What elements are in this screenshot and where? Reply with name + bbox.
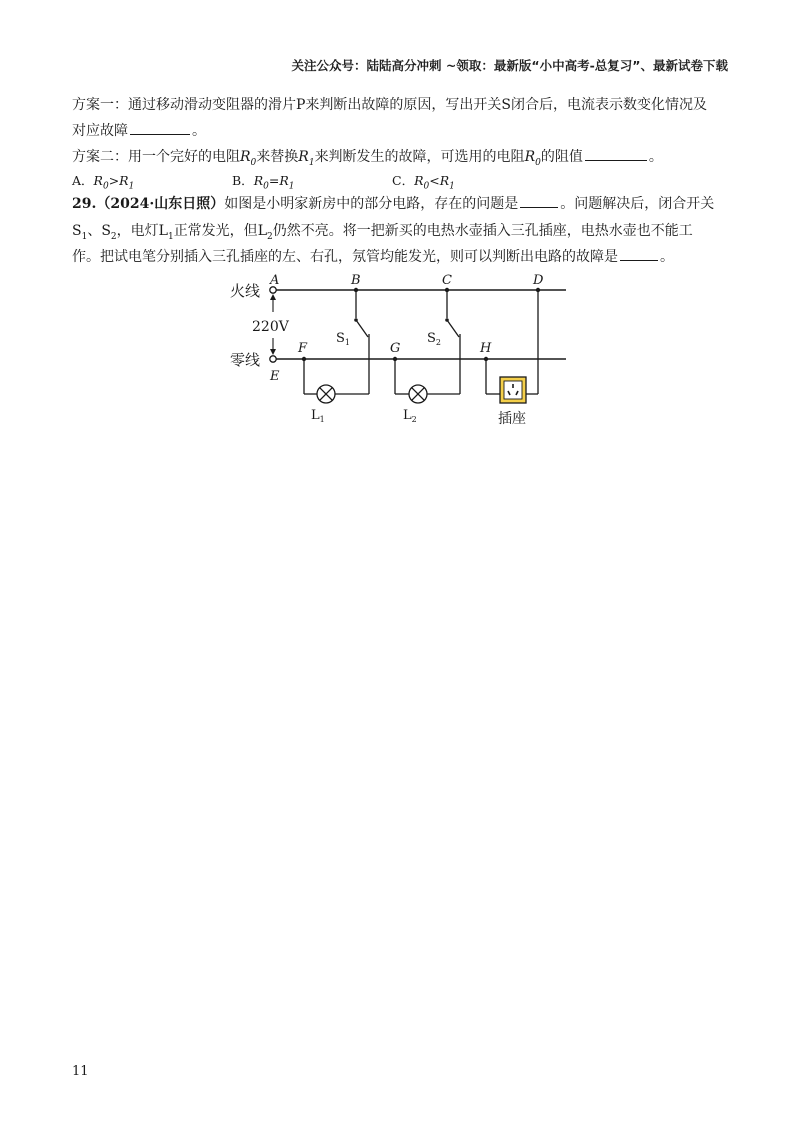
option-c-expr: $R_0<R_1$: [414, 173, 455, 192]
point-c-label: C: [442, 273, 452, 288]
l2-label: $L_2$: [403, 408, 417, 424]
option-a-expr: $R_0>R_1$: [93, 173, 135, 192]
r1-symbol: $R_1$: [298, 149, 315, 168]
scheme2-mid2: 来判断发生的故障，可选用的电阻: [314, 149, 525, 165]
q29-line1: [72, 191, 732, 217]
scheme1-suffix: 。: [192, 123, 206, 139]
neutral-label: 零线: [230, 351, 261, 369]
q29-line2: $S_1$、$S_2$，电灯$L_1$正常发光，但$L_2$仍然不亮。将一把新买的电热水壶插入三孔插座，电热水壶也不能工: [72, 223, 693, 242]
s1-label: $S_1$: [336, 331, 350, 347]
option-b[interactable]: B．$R_0=R_1$: [232, 168, 392, 200]
scheme2-end: 。: [648, 149, 663, 165]
point-a-label: A: [270, 273, 280, 288]
socket: [486, 290, 538, 403]
point-e-label: E: [270, 369, 280, 384]
arrow-down-icon: [270, 349, 276, 355]
scheme2-mid3: 的阻值: [540, 149, 583, 165]
q29-line3: 作。把试电笔分别插入三孔插座的左、右孔，氖管均能发光，则可以判断出电路的故障是 。: [72, 244, 732, 270]
answer-blank[interactable]: [585, 145, 647, 161]
option-a[interactable]: A．$R_0>R_1$: [72, 168, 232, 200]
point-h-label: H: [480, 341, 492, 356]
lamp-l1: [304, 359, 369, 403]
s1-symbol: $S_1$: [72, 223, 88, 242]
s2-label: $S_2$: [427, 331, 441, 347]
option-c[interactable]: C．$R_0<R_1$: [392, 168, 455, 200]
switch-s1: [354, 290, 369, 394]
page-header: 关注公众号：陆陆高分冲刺 ~领取：最新版“小中高考-总复习”、最新试卷下载: [291, 58, 728, 73]
q29-text1: 如图是小明家新房中的部分电路，存在的问题是: [224, 196, 519, 212]
point-b-label: B: [351, 273, 361, 288]
lamp-l2: [395, 359, 460, 403]
scheme1-line2: [72, 118, 732, 144]
l2-symbol: $L_2$: [257, 223, 273, 242]
live-label: 火线: [230, 282, 261, 300]
switch-s2: [445, 290, 460, 394]
scheme2-prefix: 方案二：用一个完好的电阻: [72, 149, 240, 165]
q29-text3: 作。把试电笔分别插入三孔插座的左、右孔，氖管均能发光，则可以判断出电路的故障是: [72, 249, 618, 265]
l1-label: $L_1$: [311, 408, 325, 424]
terminal-e: [270, 356, 276, 362]
answer-blank[interactable]: [520, 192, 558, 208]
voltage-label: 220V: [252, 319, 289, 335]
question-number: 29.: [72, 196, 97, 212]
page-number: 11: [72, 1064, 89, 1079]
circuit-diagram: [228, 270, 573, 430]
answer-blank[interactable]: [620, 245, 658, 261]
scheme1-prefix: 对应故障: [72, 123, 128, 139]
point-f-label: F: [298, 341, 308, 356]
option-b-expr: $R_0=R_1$: [253, 173, 295, 192]
s2-symbol: $S_2$: [101, 223, 117, 242]
arrow-up-icon: [270, 294, 276, 300]
socket-label: 插座: [498, 411, 526, 427]
q29-text2: 。问题解决后，闭合开关: [560, 196, 715, 212]
scheme1-line1: 方案一：通过移动滑动变阻器的滑片P来判断出故障的原因，写出开关S闭合后，电流表示数变化情况及: [72, 97, 708, 113]
scheme2-mid1: 来替换: [256, 149, 299, 165]
l1-symbol: $L_1$: [158, 223, 174, 242]
point-g-label: G: [390, 341, 401, 356]
r0-symbol: $R_0$: [240, 149, 257, 168]
point-d-label: D: [533, 273, 544, 288]
answer-blank[interactable]: [130, 119, 190, 135]
question-source: （2024·山东日照）: [96, 196, 225, 212]
r0-symbol: $R_0$: [524, 149, 541, 168]
